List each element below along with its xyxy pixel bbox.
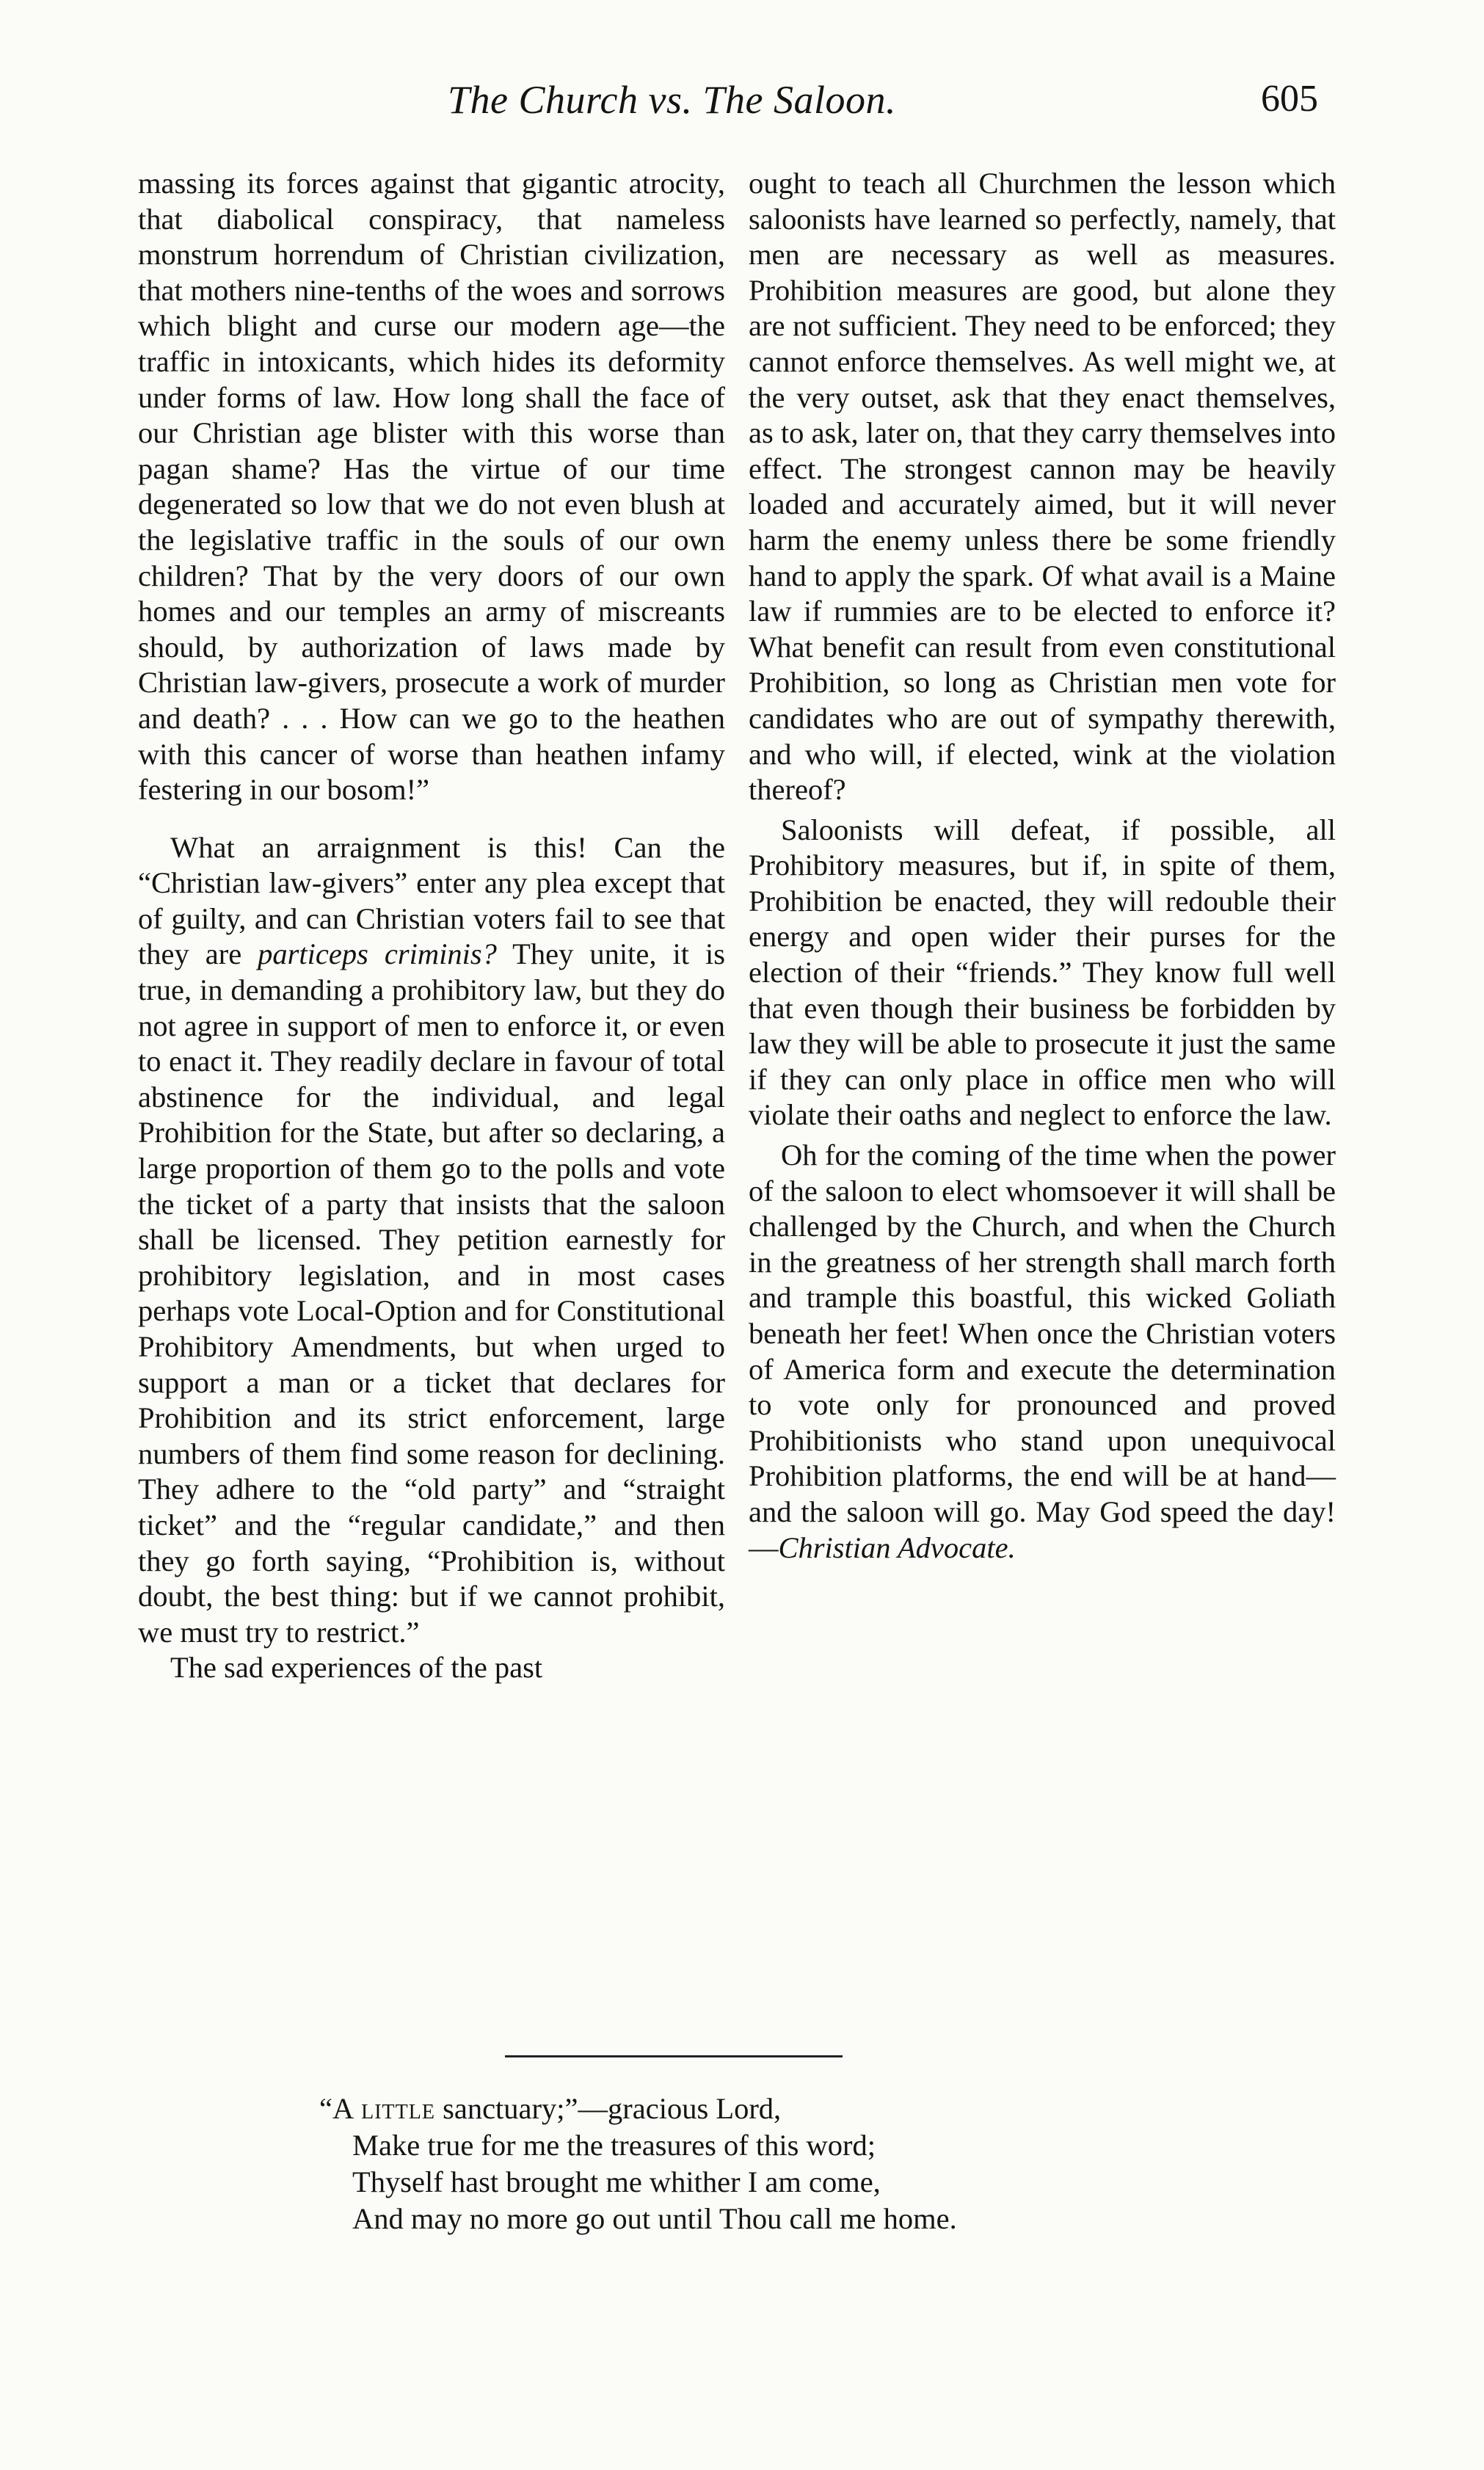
poem-line-2: Make true for me the treasures of this word; xyxy=(352,2129,876,2162)
poem-open-quote: “ xyxy=(319,2092,332,2125)
latin-phrase: particeps criminis? xyxy=(258,937,497,971)
running-head xyxy=(0,77,1484,143)
section-divider xyxy=(505,2055,843,2057)
left-paragraph-3: The sad experiences of the past xyxy=(170,1651,543,1685)
left-paragraph-1: massing its forces against that gigantic atrocity, that diabolical conspiracy, that nameless monstrum horrendum of Christian civilization, that mothers nine-tenths of the woes and sorrows which blight and curse our modern age—the traffic in intoxicants, which hides its deformity under forms of law. How long shall the face of our Christian age blister with this worse than pagan shame? Has the virtue of our time degenerated so low that we do not even blush at the legislative traffic in the souls of our own children? That by the very doors of our own homes and our temples an army of miscreants should, by authorization of laws made by Christian law-givers, prosecute a work of murder and death? . . . How can we go to the heathen with this cancer of worse than heathen infamy festering in our bosom!” xyxy=(138,167,725,807)
page-number: 605 xyxy=(1261,78,1318,120)
right-paragraph-2: Saloonists will defeat, if possible, all Prohibitory measures, but if, in spite of them, Prohibition be enacted, they will redouble their energy and open wider their purses for the election of their “friends.” They know full well that even though their business be forbidden by law they will be able to prosecute it just the same if they can only place in office men who will violate their oaths and neglect to enforce the law. xyxy=(749,813,1336,1132)
left-column xyxy=(138,166,725,1686)
poem-line-4: And may no more go out until Thou call me home. xyxy=(352,2202,957,2235)
left-paragraph-2 xyxy=(138,830,725,1651)
left-paragraph-2-start: What an arraignment is this! Can the “Christian law-givers” enter any plea except that of guilty, and can Christian voters fail to see that they are xyxy=(138,830,725,971)
right-paragraph-3 xyxy=(749,1138,1336,1566)
left-paragraph-2-end: They unite, it is true, in demanding a prohibitory law, but they do not agree in support of men to enforce it, or even to enact it. They readily declare in favour of total abstinence for the individual, and legal Prohibition for the State, but after so declaring, a large proportion of them go to the polls and vote the ticket of a party that insists that the saloon shall be licensed. They petition earnestly for prohibitory legislation, and in most cases perhaps vote Local-Option and for Constitutional Prohibitory Amendments, but when urged to support a man or a ticket that declares for Prohibition and its strict enforcement, large numbers of them find some reason for declining. They adhere to the “old party” and “straight ticket” and the “regular candidate,” and then they go forth saying, “Prohibition is, without doubt, the best thing: but if we cannot prohibit, we must try to restrict.” xyxy=(138,937,726,1649)
poem xyxy=(319,2091,1273,2237)
poem-line-3: Thyself hast brought me whither I am come, xyxy=(352,2165,881,2198)
right-paragraph-1: ought to teach all Churchmen the lesson which saloonists have learned so perfectly, namely, that men are necessary as well as measures. Prohibition measures are good, but alone they are not sufficient. They need to be enforced; they cannot enforce themselves. As well might we, at the very outset, ask that they enact themselves, as to ask, later on, that they carry themselves into effect. The strongest cannon may be heavily loaded and accurately aimed, but it will never harm the enemy unless there be some friendly hand to apply the spark. Of what avail is a Maine law if rummies are to be elected to enforce it? What benefit can result from even constitutional Prohibition, so long as Christian men vote for candidates who are out of sympathy therewith, and who will, if elected, wink at the violation thereof? xyxy=(749,167,1336,807)
right-column xyxy=(749,166,1336,1566)
running-title: The Church vs. The Saloon. xyxy=(448,78,896,122)
source-citation: Christian Advocate. xyxy=(778,1530,1016,1564)
poem-line-1-rest: sanctuary;”—gracious Lord, xyxy=(434,2092,782,2125)
poem-small-caps: A little xyxy=(332,2092,435,2125)
poem-line-1 xyxy=(319,2091,1273,2127)
right-paragraph-3-text: Oh for the coming of the time when the power of the saloon to elect whomsoever it will shall be challenged by the Church, and when the Church in the greatness of her strength shall march forth and trample this boastful, this wicked Goliath beneath her feet! When once the Christian voters of America form and execute the determination to vote only for pronounced and proved Prohibitionists who stand upon unequivocal Prohibition platforms, the end will be at hand—and the saloon will go. May God speed the day!— xyxy=(749,1138,1336,1564)
